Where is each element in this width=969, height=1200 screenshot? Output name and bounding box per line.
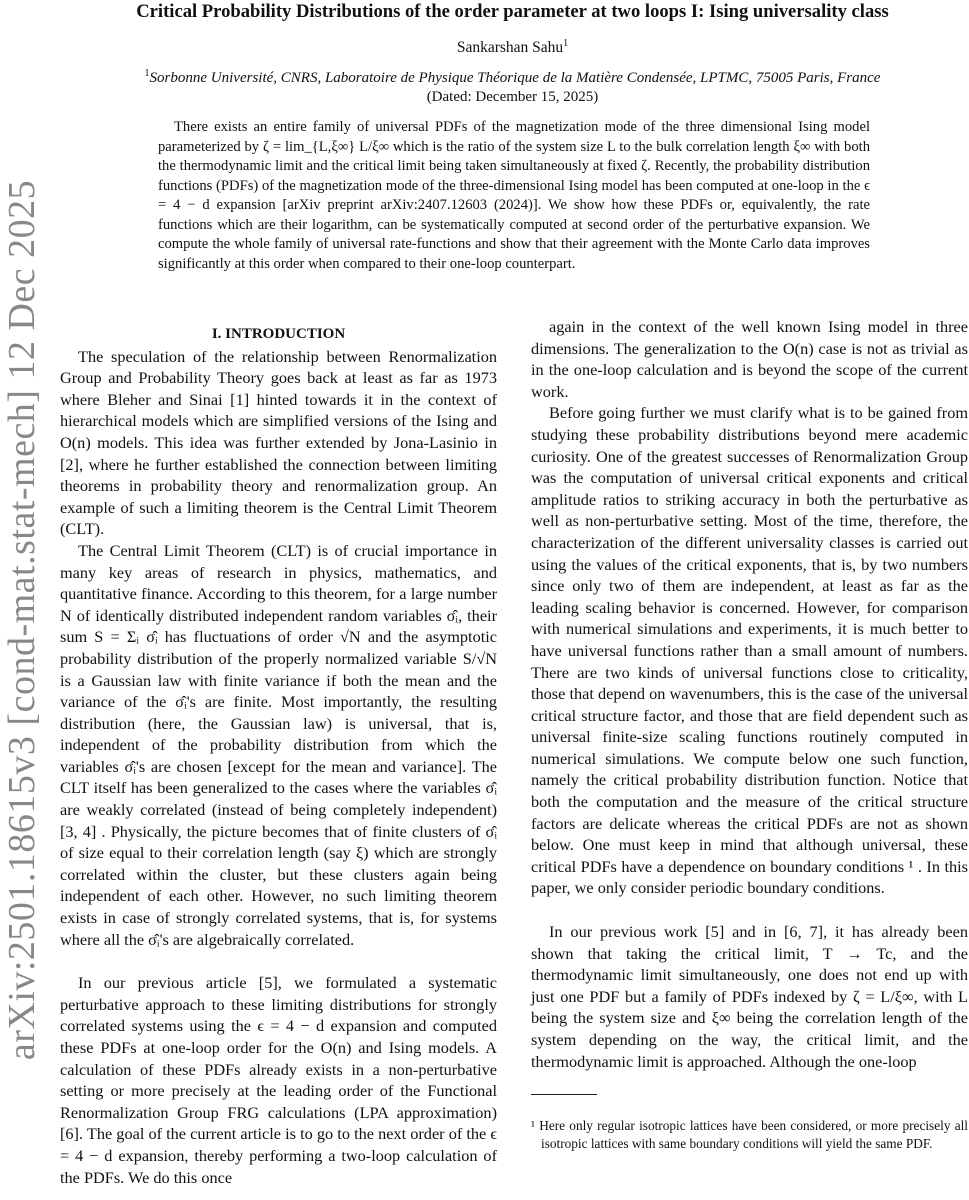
affiliation: Sorbonne Université, CNRS, Laboratoire de Physique Théorique de la Matière Condensée, LPTMC, 75005 Paris, France	[149, 70, 881, 86]
abstract: There exists an entire family of universal PDFs of the magnetization mode of the three dimensional Ising model parameterized by ζ = lim_{L,ξ∞} L/ξ∞ which is the ratio of the system size L to the bulk correlation length ξ∞ with both the thermodynamic limit and the critical limit being taken simultaneously at fixed ζ. Recently, the probability distribution functions (PDFs) of the magnetization mode of the three-dimensional Ising model has been computed at one-loop in the ϵ = 4 − d expansion [arXiv preprint arXiv:2407.12603 (2024)]. We show how these PDFs or, equivalently, the rate functions which are their logarithm, can be systematically computed at second order of the perturbative expansion. We compute the whole family of universal rate-functions and show that their agreement with the Monte Carlo data improves significantly at this order when compared to their one-loop counterpart.	[158, 119, 870, 272]
arxiv-sidebar	[0, 0, 44, 1200]
affiliation-line	[60, 68, 965, 87]
paragraph: The Central Limit Theorem (CLT) is of crucial importance in many key areas of research in physics, mathematics, and quantitative finance. According to this theorem, for a large number N of identically distributed independent random variables σ̂ᵢ, their sum S = Σᵢ σ̂ᵢ has fluctuations of order √N and the asymptotic probability distribution of the properly normalized variable S/√N is a Gaussian law with finite variance if both the mean and the variance of the σ̂ᵢ's are finite. Most importantly, the resulting distribution (here, the Gaussian law) is universal, that is, independent of the probability distribution from which the variables σ̂ᵢ's are chosen [except for the mean and variance]. The CLT itself has been generalized to the cases where the variables σ̂ᵢ are weakly correlated (instead of being completely independent) [3, 4] . Physically, the picture becomes that of finite clusters of σ̂ᵢ of size equal to their correlation length (say ξ) which are strongly correlated within the cluster, but these clusters again being independent of each other. However, no such limiting theorem exists in case of strongly correlated systems, that is, for systems where all the σ̂ᵢ's are algebraically correlated.	[60, 540, 497, 949]
author-line	[60, 38, 965, 57]
paragraph: again in the context of the well known Ising model in three dimensions. The generalization to the O(n) case is not as trivial as in the one-loop calculation and is beyond the scope of the current work.	[531, 317, 968, 401]
right-column	[531, 316, 968, 1152]
author-mark: 1	[563, 38, 569, 49]
paragraph: In our previous work [5] and in [6, 7], it has already been shown that taking the critical limit, T → Tc, and the thermodynamic limit simultaneously, one does not end up with just one PDF but a family of PDFs indexed by ζ = L/ξ∞, with L being the system size and ξ∞ being the correlation length of the system depending on the way, the critical limit, and the thermodynamic limit is approached. Although the one-loop	[531, 922, 968, 1071]
paragraph: The speculation of the relationship between Renormalization Group and Probability Theory goes back at least as far as 1973 where Bleher and Sinai [1] hinted towards it in the context of hierarchical models which are simplified versions of the Ising and O(n) models. This idea was further extended by Jona-Lasinio in [2], where he further established the connection between limiting theorems in probability theory and renormalization group. An example of such a limiting theorem is the Central Limit Theorem (CLT).	[60, 346, 497, 539]
date-line: (Dated: December 15, 2025)	[426, 89, 599, 105]
footnote: ¹ Here only regular isotropic lattices have been considered, or more precisely all isotropic lattices with same boundary conditions will yield the same PDF.	[531, 1118, 968, 1151]
paragraph: Before going further we must clarify what is to be gained from studying these probability distributions beyond mere academic curiosity. One of the greatest successes of Renormalization Group was the computation of universal critical exponents and critical amplitude ratios to striking accuracy in both the perturbative as well as non-perturbative setting. Most of the time, therefore, the characterization of the different universality classes is carried out using the values of the critical exponents, that is, by two numbers since only two of them are independent, at least as far as the leading scaling behavior is concerned. However, for comparison with numerical simulations and experiments, it is much better to have universal functions rather than a small amount of numbers. There are two kinds of universal functions close to criticality, those that depend on wavenumbers, this is the case of the universal critical structure factor, and those that are field dependent such as universal finite-size scaling functions routinely computed in numerical simulations. We compute below one such function, namely the critical probability distribution function. Notice that both the computation and the measure of the critical structure factors are delicate whereas the critical PDFs are not as shown below. One must keep in mind that although universal, these critical PDFs have a dependence on boundary conditions ¹ . In this paper, we only consider periodic boundary conditions.	[531, 403, 968, 898]
left-column	[60, 316, 497, 1188]
arxiv-stamp: arXiv:2501.18615v3 [cond-mat.stat-mech] 12 Dec 2025	[1, 179, 43, 1061]
paragraph: In our previous article [5], we formulated a systematic perturbative approach to these limiting distributions for strongly correlated systems using the ϵ = 4 − d expansion and computed these PDFs at one-loop order for the O(n) and Ising models. A calculation of these PDFs already exists in a non-perturbative setting or more precisely at the leading order of the Functional Renormalization Group FRG calculations (LPA approximation) [6]. The goal of the current article is to go to the next order of the ϵ = 4 − d expansion, thereby performing a two-loop calculation of the PDFs. We do this once	[60, 973, 497, 1187]
author-name: Sankarshan Sahu	[456, 39, 564, 57]
section-heading: I. INTRODUCTION	[211, 326, 346, 342]
footnote-divider	[531, 1094, 597, 1095]
paper-title: Critical Probability Distributions of the order parameter at two loops I: Ising universality class	[136, 1, 889, 22]
affiliation-mark: 1	[144, 68, 150, 79]
